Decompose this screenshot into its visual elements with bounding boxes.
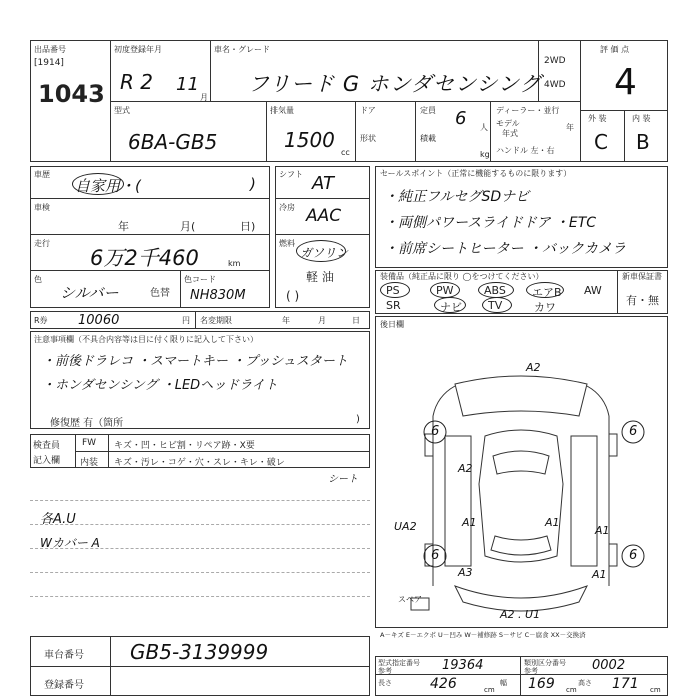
interior-grade: B <box>636 130 650 154</box>
inspection-label: 車検 <box>34 203 50 212</box>
exterior-label: 外 装 <box>588 114 607 123</box>
history-value: 自家用・( <box>75 177 141 195</box>
length: 426 <box>430 676 457 692</box>
fuel-diesel: 軽 油 <box>306 270 334 284</box>
kg-unit: kg <box>480 150 490 159</box>
insp-month: 月( <box>180 220 196 233</box>
fuel: ガソリン <box>300 246 349 260</box>
car-name-label: 車名・グレード <box>214 45 270 54</box>
first-reg-month: 11 <box>176 74 199 95</box>
memo-line-2: Wカバー A <box>40 536 100 550</box>
type-no-label: 型式指定番号 <box>378 659 420 667</box>
score: 4 <box>614 62 637 103</box>
lot-bracket: [1914] <box>34 58 64 68</box>
load-label: 積載 <box>420 134 436 143</box>
equip-abs: ABS <box>484 284 506 297</box>
score-label: 評 価 点 <box>600 45 630 54</box>
car-diagram <box>375 316 668 628</box>
height-unit: cm <box>650 686 661 694</box>
doors-label: ドア <box>360 106 376 115</box>
model-year-label: モデル <box>496 119 520 128</box>
first-reg-year: R 2 <box>120 70 153 94</box>
month-suffix: 月 <box>200 93 208 102</box>
nc-month: 月 <box>318 316 326 325</box>
warranty-value: 有・無 <box>626 294 659 307</box>
fuel-circle <box>296 240 349 262</box>
year-suffix: 年 <box>566 123 574 132</box>
reg-label: 登録番号 <box>44 680 84 691</box>
inspector-fw: FW <box>82 438 97 448</box>
model-label: 型式 <box>114 106 130 115</box>
nc-day: 日 <box>352 316 360 325</box>
inspector-fw-items: キズ・凹・ヒビ割・リペア跡・X要 <box>114 441 255 451</box>
diag-tire-lr: 6 <box>431 548 440 563</box>
displacement-unit: cc <box>341 148 350 157</box>
chassis-label: 車台番号 <box>44 650 84 661</box>
color-code-label: 色コード <box>184 275 216 284</box>
sales-label: セールスポイント（正常に機能するものに限ります） <box>380 169 572 178</box>
class-no: 0002 <box>592 658 626 673</box>
memo-line-1: 各A.U <box>40 512 76 527</box>
equip-pw: PW <box>436 284 454 297</box>
drive-2wd: 2WD <box>544 56 566 66</box>
name-change-label: 名変期限 <box>200 316 232 325</box>
width-label: 幅 <box>500 679 507 687</box>
color-label: 色 <box>34 275 42 284</box>
repair-close: ) <box>356 414 360 425</box>
lot-number: 1043 <box>38 80 105 108</box>
capacity-unit: 人 <box>480 123 488 132</box>
equip-ps: PS <box>386 284 400 297</box>
repair-label: 修復歴 有（箇所 <box>50 418 124 429</box>
exterior-grade: C <box>594 130 608 154</box>
warranty-label: 新車保証書 <box>622 272 662 281</box>
car-name: フリード G ホンダセンシング <box>248 72 542 96</box>
interior-label: 内 装 <box>632 114 651 123</box>
equip-circle-pw <box>430 282 460 298</box>
first-reg-label: 初度登録年月 <box>114 45 162 54</box>
equip-circle-abs <box>478 282 514 298</box>
diag-left-mid: A1 <box>462 516 477 529</box>
model-year-label2: 年式 <box>502 129 518 138</box>
equip-circle-navi <box>434 297 466 313</box>
ac-label: 冷房 <box>279 203 295 212</box>
displacement: 1500 <box>284 128 335 152</box>
inspector-label-1: 検査員 <box>33 441 61 451</box>
length-unit: cm <box>484 686 495 694</box>
equip-navi: ナビ <box>440 301 462 314</box>
mileage-label: 走行 <box>34 239 50 248</box>
insp-day: 日) <box>240 220 256 233</box>
dealer-label: ディーラー・並行 <box>496 106 560 115</box>
diag-left-front: A2 <box>458 462 473 475</box>
diag-tire-rr: 6 <box>629 548 638 563</box>
mileage: 6万2千460 <box>90 246 199 270</box>
equip-circle-airbag <box>526 282 564 298</box>
notes-label: 注意事項欄（不具合内容等は目に付く限りに記入して下さい） <box>34 335 258 344</box>
length-label: 長さ <box>378 679 392 687</box>
equip-leather: カワ <box>534 301 556 314</box>
inspector-int-items: キズ・汚レ・コゲ・穴・スレ・キレ・破レ <box>114 458 285 468</box>
displacement-label: 排気量 <box>270 106 294 115</box>
equip-sr: SR <box>386 299 401 312</box>
diag-left-rear: A3 <box>458 566 473 579</box>
shape-label: 形状 <box>360 134 376 143</box>
equip-aw: AW <box>584 284 602 297</box>
recycle-value: 10060 <box>78 313 120 328</box>
equip-circle-ps <box>380 282 410 298</box>
capacity-label: 定員 <box>420 106 436 115</box>
width: 169 <box>528 676 555 692</box>
yen-unit: 円 <box>182 316 190 325</box>
height: 171 <box>612 676 639 692</box>
color-code: NH830M <box>190 288 246 303</box>
class-no-ref: 参考 <box>524 667 538 675</box>
width-unit: cm <box>566 686 577 694</box>
equip-tv: TV <box>488 299 503 312</box>
history-close: ) <box>250 175 256 193</box>
chassis-number: GB5-3139999 <box>130 640 269 664</box>
nc-year: 年 <box>282 316 290 325</box>
lot-label: 出品番号 <box>34 45 66 54</box>
km-unit: km <box>228 259 241 268</box>
recycle-label: R券 <box>34 316 48 325</box>
type-no: 19364 <box>442 658 484 673</box>
rear-seat-label: 後日欄 <box>380 320 404 329</box>
type-no-ref: 参考 <box>378 667 392 675</box>
height-label: 高さ <box>578 679 592 687</box>
sales-line-2: ・両側パワースライドドア ・ETC <box>384 215 597 231</box>
handle-label: ハンドル 左・右 <box>496 146 555 155</box>
shift-label: シフト <box>279 170 303 179</box>
color-swap-label: 色替 <box>150 288 170 299</box>
drive-4wd: 4WD <box>544 80 566 90</box>
diag-front: A2 <box>526 361 541 374</box>
legend: A－キズ E－エクボ U－凹み W－補修跡 S－サビ C－腐食 XX－交換済 <box>380 631 586 639</box>
sales-line-3: ・前席シートヒーター ・バックカメラ <box>384 241 626 257</box>
diag-right-front: A1 <box>545 516 560 529</box>
diag-spare: スペア <box>398 595 422 604</box>
capacity: 6 <box>455 108 467 129</box>
shift: AT <box>312 173 334 194</box>
inspector-interior: 内装 <box>80 458 99 468</box>
fuel-label: 燃料 <box>279 239 295 248</box>
diag-tire-lf: 6 <box>431 424 440 439</box>
class-no-label: 類別区分番号 <box>524 659 566 667</box>
equip-airbag: エアB <box>532 286 562 299</box>
equipment-label: 装備品（純正品に限り ◯をつけてください） <box>380 272 544 281</box>
fuel-paren: ( ) <box>286 289 300 303</box>
ac: AAC <box>306 206 342 226</box>
diag-rear: A2 . U1 <box>500 608 541 621</box>
diag-right-mid: A1 <box>595 524 610 537</box>
history-label: 車歴 <box>34 170 50 179</box>
insp-year: 年 <box>118 220 129 233</box>
seat-note: シート <box>328 474 358 485</box>
color: シルバー <box>60 284 119 302</box>
inspector-label-2: 記入欄 <box>33 456 61 466</box>
model: 6BA-GB5 <box>128 130 218 154</box>
diag-tire-rf: 6 <box>629 424 638 439</box>
history-circle <box>72 173 124 195</box>
diag-right-rear: A1 <box>592 568 607 581</box>
sales-line-1: ・純正フルセグSDナビ <box>384 189 530 205</box>
diag-left-ua: UA2 <box>394 520 417 533</box>
equip-circle-tv <box>482 297 512 313</box>
notes-line-2: ・ホンダセンシング ・LEDヘッドライト <box>42 378 278 393</box>
notes-line-1: ・前後ドラレコ ・スマートキー ・プッシュスタート <box>42 354 348 369</box>
